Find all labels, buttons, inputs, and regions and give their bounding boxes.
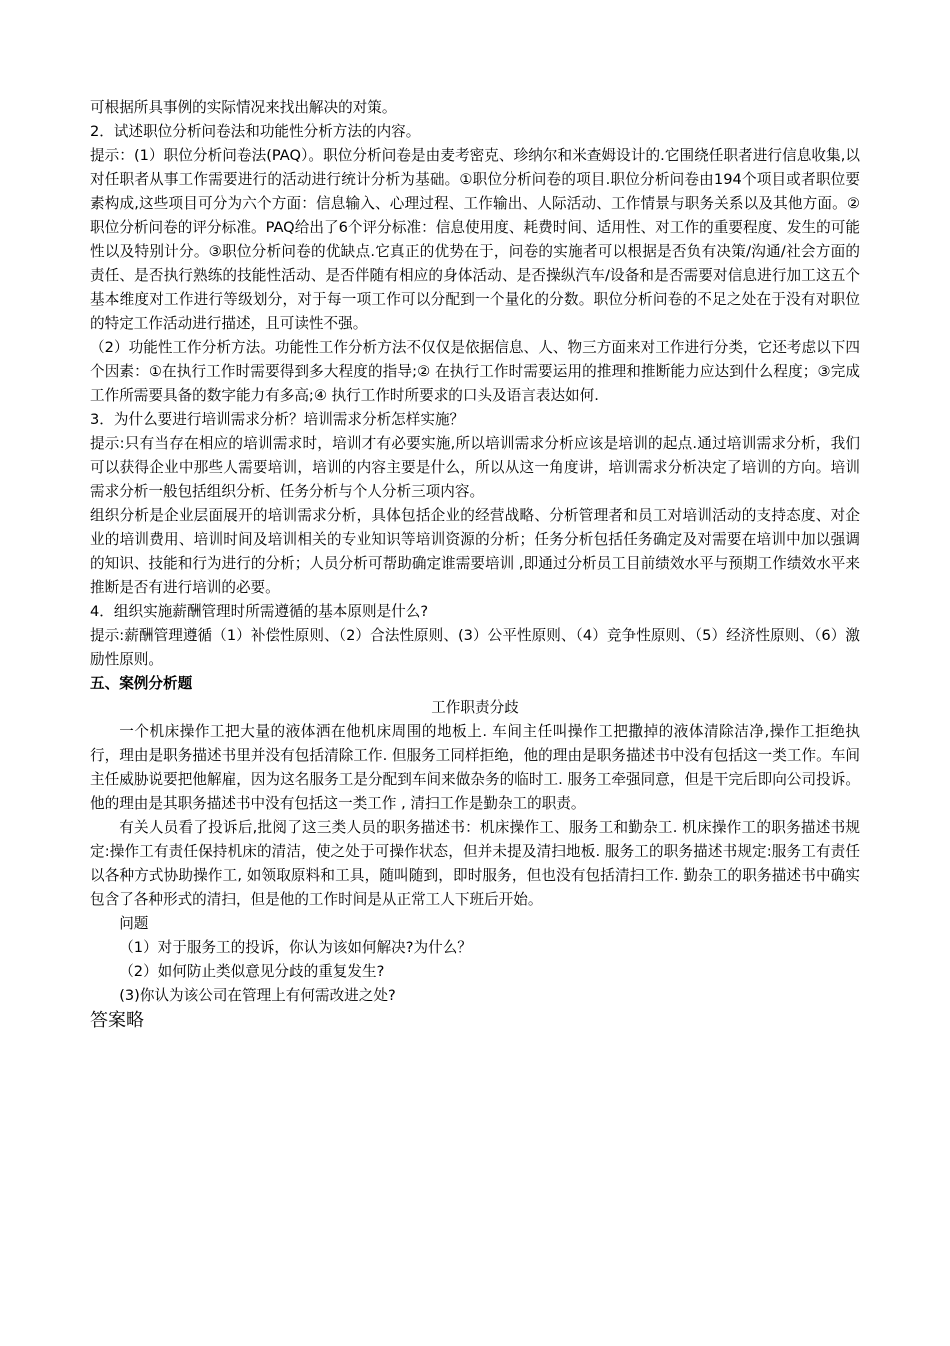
question-3-title: 3．为什么要进行培训需求分析？培训需求分析怎样实施？ [90,411,465,428]
question-4-title: 4．组织实施薪酬管理时所需遵循的基本原则是什么? [90,603,429,620]
case-question-2: （2）如何防止类似意见分歧的重复发生? [119,963,385,980]
intro-tail: 可根据所具事例的实际情况来找出解决的对策。 [90,99,397,116]
case-paragraph-1: 一个机床操作工把大量的液体洒在他机床周围的地板上. 车间主任叫操作工把撒掉的液体清除洁净,操作工拒绝执行，理由是职务描述书里并没有包括清除工作. 但服务工同样拒绝，他的理由是职务描述书中没有包括这一类工作。车间主任威胁说要把他解雇，因为这名服务工是分配到车间来做杂务的临时工. 服务工牵强同意，但是干完后即向公司投诉。他的理由是其职务描述书中没有包括这一类工作 , 清扫工作是勤杂工的职责。 [90,723,860,812]
question-3-answer-2: 组织分析是企业层面展开的培训需求分析，具体包括企业的经营战略、分析管理者和员工对培训活动的支持态度、对企业的培训费用、培训时间及培训相关的专业知识等培训资源的分析；任务分析包括任务确定及对需要在培训中加以强调的知识、技能和行为进行的分析；人员分析可帮助确定谁需要培训 ,即通过分析员工目前绩效水平与预期工作绩效水平来推断是否有进行培训的必要。 [90,507,860,596]
case-question-3: (3)你认为该公司在管理上有何需改进之处? [119,987,396,1004]
question-2-answer-paq: 提示：(1）职位分析问卷法(PAQ）。职位分析问卷是由麦考密克、珍纳尔和米查姆设计的.它围绕任职者进行信息收集,以对任职者从事工作需要进行的活动进行统计分析为基础。①职位分析问卷的项目.职位分析问卷由194个项目或者职位要素构成,这些项目可分为六个方面：信息输入、心理过程、工作输出、人际活动、工作情景与职务关系以及其他方面。②职位分析问卷的评分标准。PAQ给出了6个评分标准：信息使用度、耗费时间、适用性、对工作的重要程度、发生的可能性以及特别计分。③职位分析问卷的优缺点.它真正的优势在于，问卷的实施者可以根据是否负有决策/沟通/社会方面的责任、是否执行熟练的技能性活动、是否伴随有相应的身体活动、是否操纵汽车/设备和是否需要对信息进行加工这五个基本维度对工作进行等级划分，对于每一项工作可以分配到一个量化的分数。职位分析问卷的不足之处在于没有对职位的特定工作活动进行描述，且可读性不强。 [90,147,860,332]
questions-label: 问题 [119,915,149,932]
answer-note: 答案略 [90,1010,144,1031]
section-5-heading: 五、案例分析题 [90,675,193,692]
question-2-answer-functional: （2）功能性工作分析方法。功能性工作分析方法不仅仅是依据信息、人、物三方面来对工作进行分类，它还考虑以下四个因素：①在执行工作时需要得到多大程度的指导;② 在执行工作时需要运用的推理和推断能力应达到什么程度；③完成工作所需要具备的数字能力有多高;④ 执行工作时所要求的口头及语言表达如何. [90,339,860,404]
case-paragraph-2: 有关人员看了投诉后,批阅了这三类人员的职务描述书：机床操作工、服务工和勤杂工. 机床操作工的职务描述书规定:操作工有责任保持机床的清洁，使之处于可操作状态，但并未提及清扫地板. 服务工的职务描述书规定:服务工有责任以各种方式协助操作工, 如领取原料和工具，随叫随到，即时服务，但也没有包括清扫工作. 勤杂工的职务描述书中确实包含了各种形式的清扫，但是他的工作时间是从正常工人下班后开始。 [90,819,860,908]
question-2-title: 2．试述职位分析问卷法和功能性分析方法的内容。 [90,123,421,140]
question-3-answer-1: 提示:只有当存在相应的培训需求时，培训才有必要实施,所以培训需求分析应该是培训的起点.通过培训需求分析，我们可以获得企业中那些人需要培训，培训的内容主要是什么，所以从这一角度讲，培训需求分析决定了培训的方向。培训需求分析一般包括组织分析、任务分析与个人分析三项内容。 [90,435,860,500]
case-question-1: （1）对于服务工的投诉，你认为该如何解决?为什么？ [119,939,472,956]
case-title: 工作职责分歧 [431,699,519,716]
document-page [90,96,860,1034]
question-4-answer: 提示:薪酬管理遵循（1）补偿性原则、（2）合法性原则、(3）公平性原则、（4）竞争性原则、（5）经济性原则、（6）激励性原则。 [90,627,860,668]
